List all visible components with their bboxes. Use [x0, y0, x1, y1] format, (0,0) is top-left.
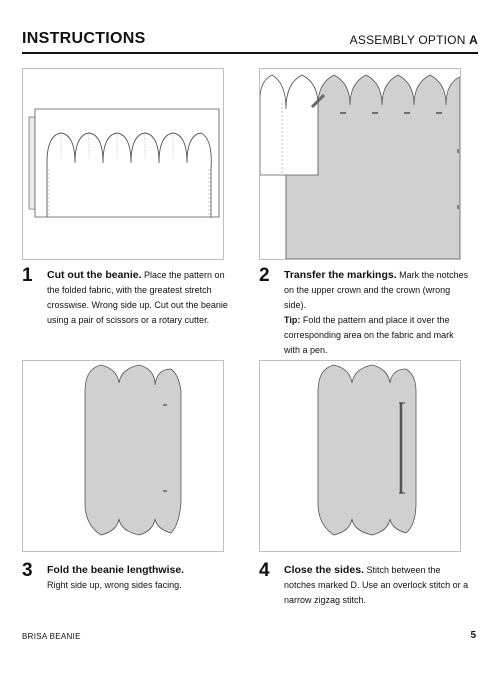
tip-body: Fold the pattern and place it over the corresponding area on the fabric and mark with a pen. — [284, 315, 454, 355]
assembly-option-letter: A — [469, 33, 478, 47]
step-body: Stitch between the notches marked D. Use an overlock stitch or a narrow zigzag stitch. — [284, 565, 469, 605]
step-heading: Close the sides. — [284, 564, 364, 576]
step-body: Mark the notches on the upper crown and the crown (wrong side). — [284, 270, 469, 310]
step-heading: Fold the beanie lengthwise. — [47, 564, 185, 576]
page-number: 5 — [470, 630, 476, 641]
illustration-step-4 — [259, 360, 461, 552]
step-text — [47, 268, 232, 328]
header-rule — [22, 52, 478, 54]
page-title: INSTRUCTIONS — [22, 30, 146, 47]
tip-label: Tip: — [284, 315, 301, 325]
step-number: 2 — [259, 265, 270, 286]
step-text — [47, 563, 232, 593]
step-text — [284, 563, 469, 608]
illustration-step-3 — [22, 360, 224, 552]
step-number: 3 — [22, 560, 33, 581]
step-number: 1 — [22, 265, 33, 286]
illustration-step-1 — [22, 68, 224, 260]
step-number: 4 — [259, 560, 270, 581]
page-header — [22, 30, 478, 54]
step-body: Place the pattern on the folded fabric, with the greatest stretch crosswise. Wrong side up. Cut out the beanie using a pair of scissors or a rotary cutter. — [47, 270, 228, 325]
step-heading: Cut out the beanie. — [47, 269, 142, 281]
step-text — [284, 268, 469, 358]
footer-product-name: BRISA BEANIE — [22, 632, 81, 641]
illustration-step-2 — [259, 68, 461, 260]
assembly-option-label — [350, 33, 478, 47]
step-heading: Transfer the markings. — [284, 269, 397, 281]
assembly-option-text: ASSEMBLY OPTION — [349, 33, 466, 47]
step-body: Right side up, wrong sides facing. — [47, 580, 182, 590]
